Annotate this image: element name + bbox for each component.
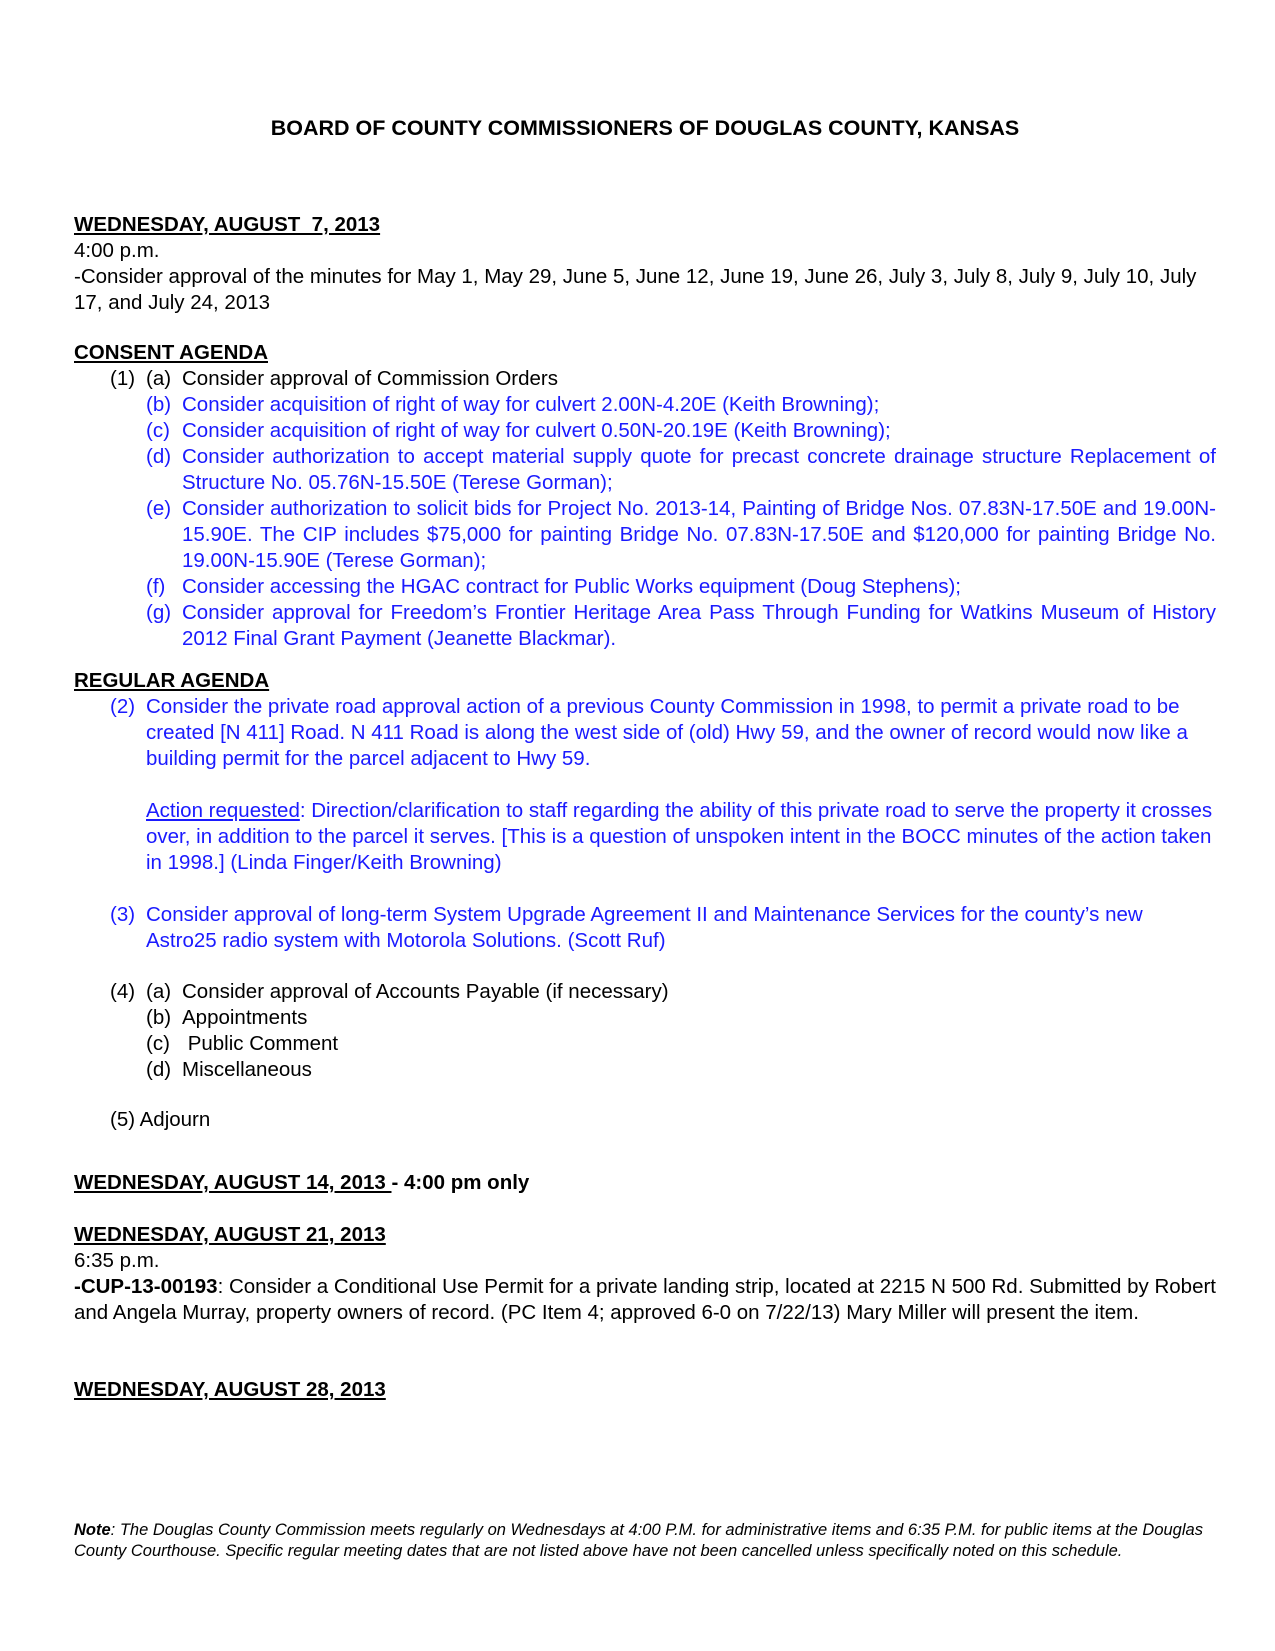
item-text: Miscellaneous xyxy=(182,1058,312,1081)
item-letter: (d) xyxy=(146,1058,172,1081)
note-label: Note xyxy=(74,1521,111,1539)
consent-agenda-heading: CONSENT AGENDA xyxy=(74,341,268,364)
aug14-section xyxy=(74,1170,1216,1196)
aug28-date-heading: WEDNESDAY, AUGUST 28, 2013 xyxy=(74,1378,386,1401)
aug28-section xyxy=(74,1377,1216,1403)
item-text: Consider approval of long-term System Upgrade Agreement II and Maintenance Services for the county’s new Astro25 radio system with Motorola Solutions. (Scott Ruf) xyxy=(146,903,1143,952)
action-requested-text: : Direction/clarification to staff regarding the ability of this private road to serve the property it crosses over, in addition to the parcel it serves. [This is a question of unspoken intent in the BOCC minutes of the action taken in 1998.] (Linda Finger/Keith Browning) xyxy=(146,799,1213,874)
aug14-note: - 4:00 pm only xyxy=(391,1171,530,1194)
consent-item-c xyxy=(74,418,1216,444)
consent-item-b xyxy=(74,392,1216,418)
item-letter: (c) xyxy=(146,1032,170,1055)
item-text: Consider accessing the HGAC contract for Public Works equipment (Doug Stephens); xyxy=(182,575,961,598)
item-text: Consider approval of Accounts Payable (if necessary) xyxy=(182,980,669,1003)
aug7-minutes: -Consider approval of the minutes for May 1, May 29, June 5, June 12, June 19, June 26, July 3, July 8, July 9, July 10, July 17, and July 24, 2013 xyxy=(74,265,1197,314)
regular-item-4b xyxy=(74,1005,1216,1031)
item-text: Consider approval of Commission Orders xyxy=(182,367,558,390)
item-letter: (g) xyxy=(146,601,172,624)
regular-item-4c xyxy=(74,1031,1216,1057)
regular-item-5: (5) Adjourn xyxy=(110,1108,211,1131)
case-id: -CUP-13-00193 xyxy=(74,1275,218,1298)
item-text: Appointments xyxy=(182,1006,308,1029)
item-number: (3) xyxy=(110,903,136,926)
aug14-date-heading: WEDNESDAY, AUGUST 14, 2013 xyxy=(74,1171,392,1194)
aug21-item-text: : Consider a Conditional Use Permit for a private landing strip, located at 2215 N 500 Rd. Submitted by Robert and Angela Murray, property owners of record. (PC Item 4; approved 6-0 on 7/22/13) Mary Miller will present the item. xyxy=(74,1275,1216,1324)
item-letter: (e) xyxy=(146,497,172,520)
item-number: (2) xyxy=(110,695,136,718)
item-letter: (a) xyxy=(146,367,172,390)
consent-item-g xyxy=(74,600,1216,652)
regular-agenda xyxy=(74,668,1216,1133)
consent-item-e xyxy=(74,496,1216,574)
item-letter: (b) xyxy=(146,1006,172,1029)
footer-note xyxy=(74,1520,1216,1562)
regular-agenda-heading: REGULAR AGENDA xyxy=(74,669,270,692)
aug21-date-heading: WEDNESDAY, AUGUST 21, 2013 xyxy=(74,1223,386,1246)
regular-item-2 xyxy=(74,694,1216,772)
aug21-item xyxy=(74,1274,1216,1326)
regular-item-3 xyxy=(74,902,1216,954)
item-text: Consider authorization to accept material supply quote for precast concrete drainage structure Replacement of Structure No. 05.76N-15.50E (Terese Gorman); xyxy=(182,445,1216,494)
item-text: Public Comment xyxy=(182,1032,339,1055)
note-text: : The Douglas County Commission meets regularly on Wednesdays at 4:00 P.M. for administrative items and 6:35 P.M. for public items at the Douglas County Courthouse. Specific regular meeting dates that are not listed above have not been cancelled unless specifically noted on this schedule. xyxy=(74,1521,1203,1560)
item-letter: (a) xyxy=(146,980,172,1003)
item-letter: (d) xyxy=(146,445,172,468)
aug21-section xyxy=(74,1222,1216,1326)
aug21-time: 6:35 p.m. xyxy=(74,1249,160,1272)
item-text: Consider approval for Freedom’s Frontier Heritage Area Pass Through Funding for Watkins Museum of History 2012 Final Grant Payment (Jeanette Blackmar). xyxy=(182,601,1216,650)
aug7-date-heading: WEDNESDAY, AUGUST 7, 2013 xyxy=(74,213,381,236)
aug7-time: 4:00 p.m. xyxy=(74,239,160,262)
consent-item-a xyxy=(74,366,1216,392)
item-text: Consider acquisition of right of way for culvert 2.00N-4.20E (Keith Browning); xyxy=(182,393,880,416)
consent-item-f xyxy=(74,574,1216,600)
action-requested xyxy=(74,798,1216,876)
action-requested-label: Action requested xyxy=(146,799,300,822)
item-letter: (c) xyxy=(146,419,170,442)
item-letter: (f) xyxy=(146,575,166,598)
item-text: Consider acquisition of right of way for culvert 0.50N-20.19E (Keith Browning); xyxy=(182,419,891,442)
aug7-section xyxy=(74,212,1216,316)
item-number: (4) xyxy=(110,980,136,1003)
item-letter: (b) xyxy=(146,393,172,416)
regular-item-4d xyxy=(74,1057,1216,1083)
regular-item-4a xyxy=(74,979,1216,1005)
item-text: Consider the private road approval action of a previous County Commission in 1998, to permit a private road to be created [N 411] Road. N 411 Road is along the west side of (old) Hwy 59, and the owner of record would now like a building permit for the parcel adjacent to Hwy 59. xyxy=(146,695,1188,770)
document-title: BOARD OF COUNTY COMMISSIONERS OF DOUGLAS COUNTY, KANSAS xyxy=(270,116,1020,140)
consent-agenda xyxy=(74,340,1216,652)
consent-item-d xyxy=(74,444,1216,496)
item-number: (1) xyxy=(110,367,136,390)
item-text: Consider authorization to solicit bids for Project No. 2013-14, Painting of Bridge Nos. 07.83N-17.50E and 19.00N-15.90E. The CIP includes $75,000 for painting Bridge No. 07.83N-17.50E and $120,000 for painting Bridge No. 19.00N-15.90E (Terese Gorman); xyxy=(182,497,1216,572)
